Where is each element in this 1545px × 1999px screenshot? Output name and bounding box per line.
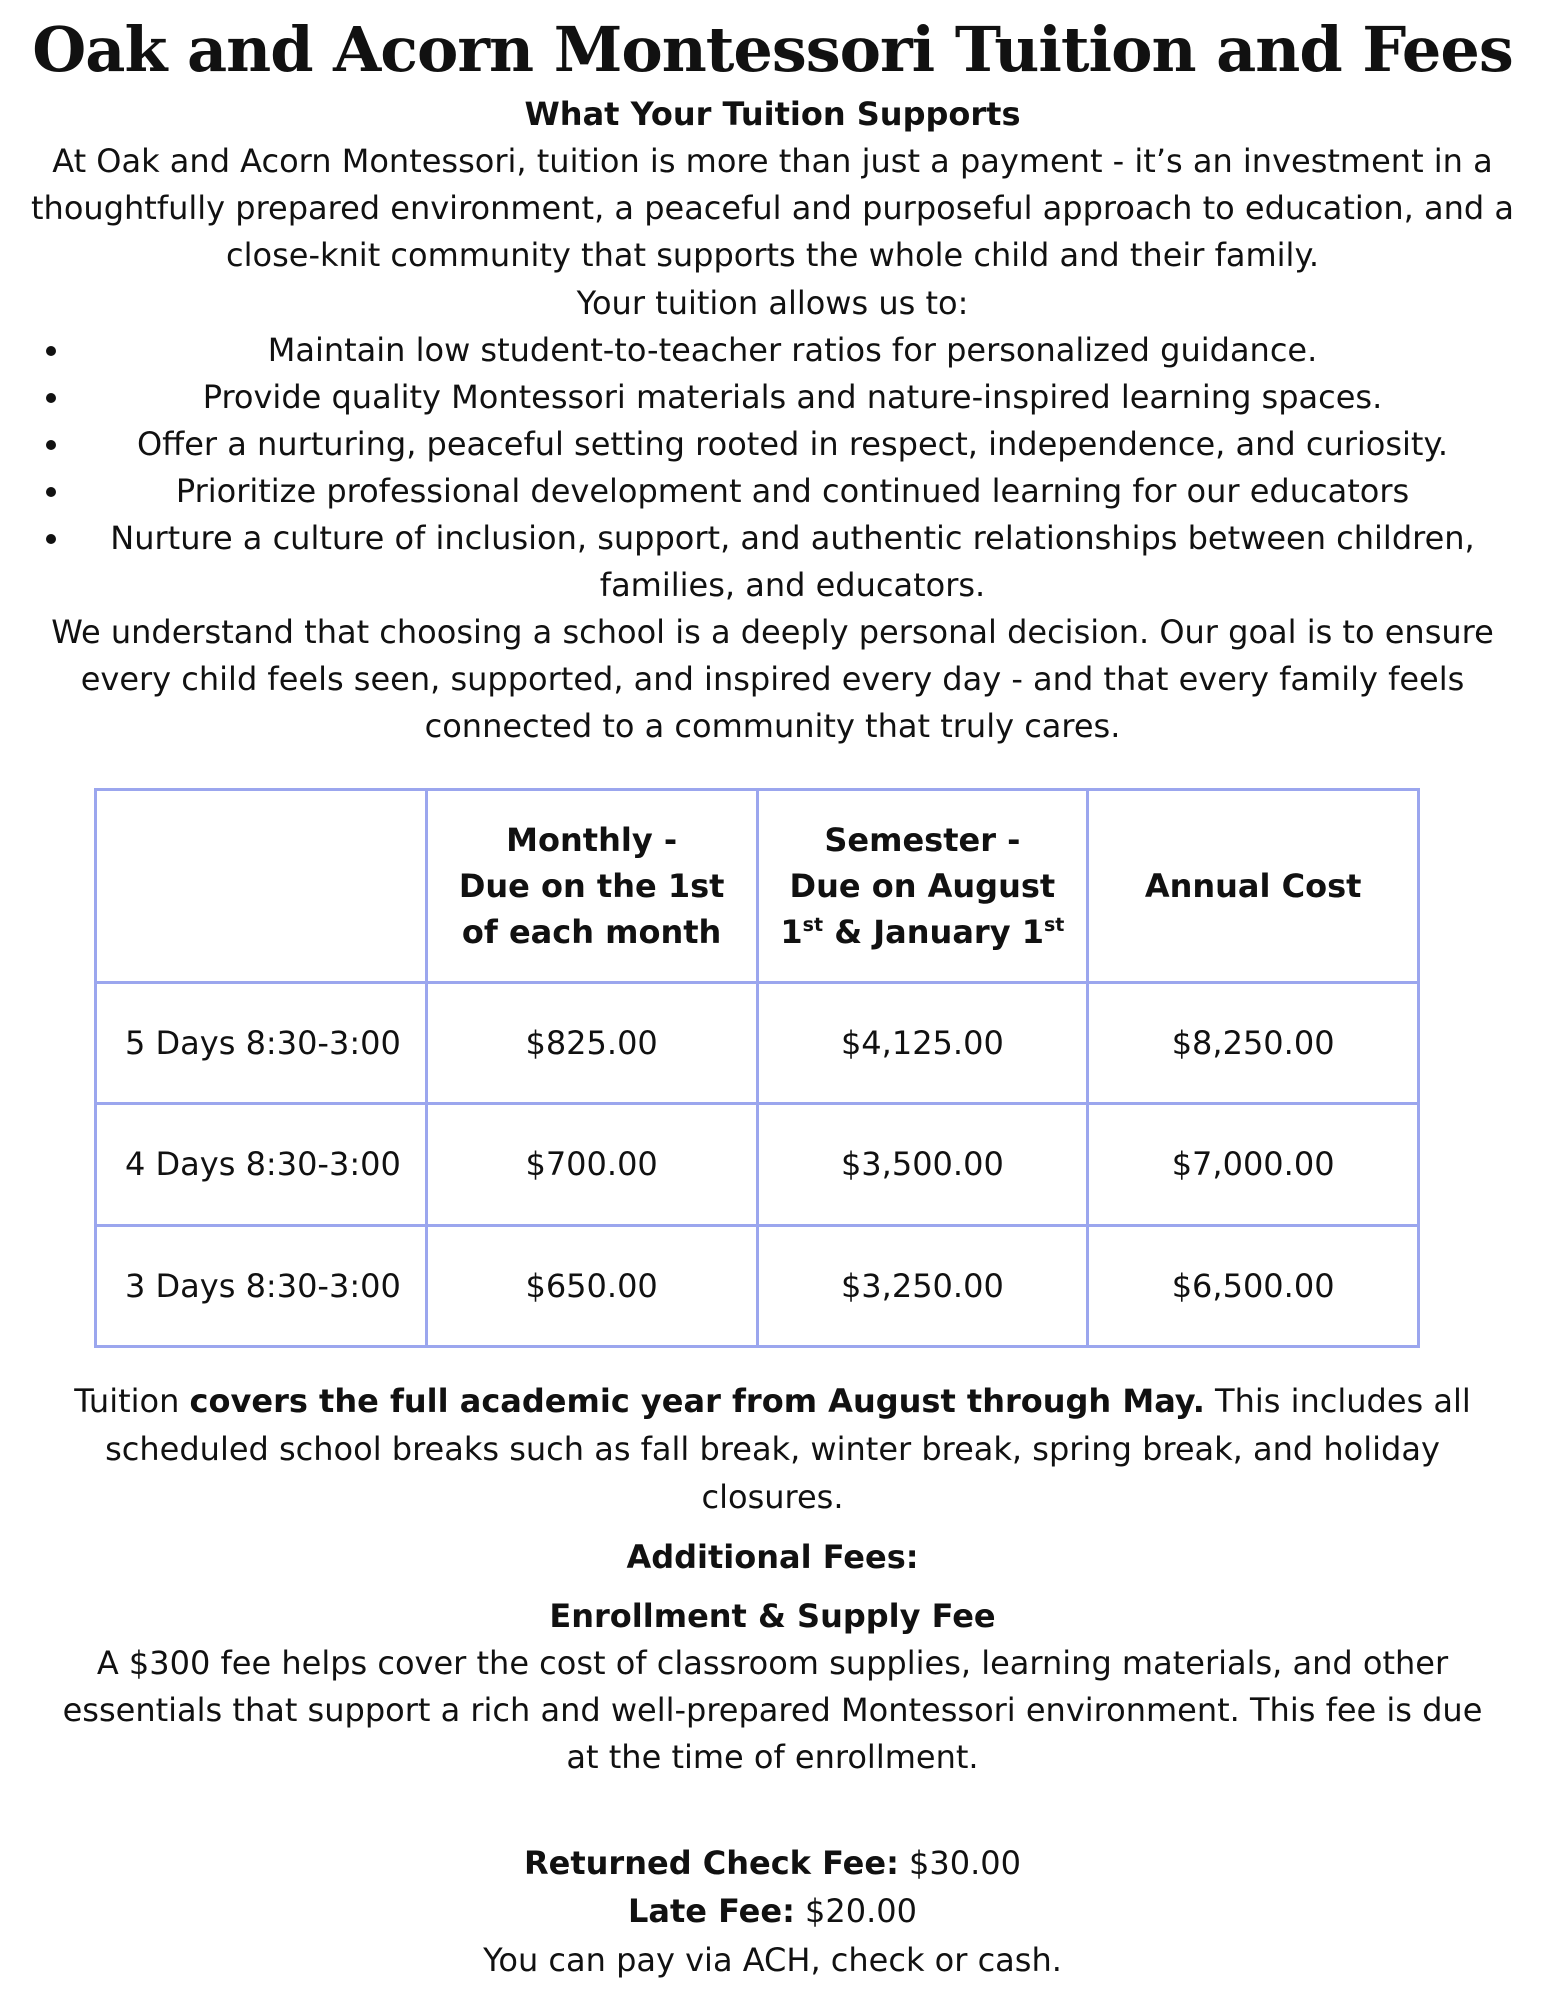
header-semester-line2: Due on August (789, 867, 1056, 905)
row-label: 5 Days 8:30-3:00 (96, 983, 427, 1104)
payment-methods: You can pay via ACH, check or cash. (483, 1941, 1062, 1979)
header-annual: Annual Cost (1088, 790, 1419, 983)
annual-cell: $7,000.00 (1088, 1104, 1419, 1225)
tuition-table (94, 788, 1420, 1348)
semester-cell: $3,500.00 (757, 1104, 1088, 1225)
row-label: 4 Days 8:30-3:00 (96, 1104, 427, 1225)
header-semester-jan-sup: st (1043, 914, 1065, 936)
list-item-text: Nurture a culture of inclusion, support, and authentic relationships between children, families, and educators. (110, 519, 1475, 604)
header-semester-connector: & January 1 (823, 913, 1044, 951)
header-semester-aug-day: 1 (780, 913, 803, 951)
coverage-note (30, 1377, 1515, 1521)
annual-cell: $8,250.00 (1088, 983, 1419, 1104)
returned-check-label: Returned Check Fee: (524, 1844, 899, 1882)
coverage-suffix: This includes all scheduled school breaks such as fall break, winter break, spring break, and holiday closures. (105, 1382, 1471, 1516)
header-semester-aug-sup: st (802, 914, 824, 936)
monthly-cell: $825.00 (426, 983, 757, 1104)
returned-check-value: $30.00 (898, 1844, 1021, 1882)
header-semester-line1: Semester - (824, 821, 1021, 859)
supports-lead: Your tuition allows us to: (576, 284, 969, 322)
returned-check-fee (0, 1840, 1545, 1887)
list-item-text: Maintain low student-to-teacher ratios for personalized guidance. (267, 331, 1318, 369)
list-item (0, 327, 1545, 374)
additional-fees-heading: Additional Fees: (626, 1538, 919, 1576)
semester-cell: $4,125.00 (757, 983, 1088, 1104)
annual-cell: $6,500.00 (1088, 1225, 1419, 1346)
header-monthly (426, 790, 757, 983)
semester-cell: $3,250.00 (757, 1225, 1088, 1346)
list-item (0, 468, 1545, 515)
coverage-prefix: Tuition (74, 1382, 190, 1420)
list-item-text: Offer a nurturing, peaceful setting rooted in respect, independence, and curiosity. (136, 425, 1449, 463)
row-label: 3 Days 8:30-3:00 (96, 1225, 427, 1346)
list-item-text: Provide quality Montessori materials and nature-inspired learning spaces. (202, 378, 1383, 416)
bullet-icon (46, 487, 56, 497)
enrollment-fee-heading: Enrollment & Supply Fee (549, 1597, 996, 1635)
bullet-icon (46, 440, 56, 450)
header-monthly-line2: Due on the 1st of each month (458, 867, 725, 951)
list-item (0, 421, 1545, 468)
monthly-cell: $650.00 (426, 1225, 757, 1346)
list-item (0, 374, 1545, 421)
header-semester (757, 790, 1088, 983)
late-fee-value: $20.00 (794, 1892, 918, 1930)
table-row (96, 1225, 1419, 1346)
table-header-row (96, 790, 1419, 983)
late-fee (0, 1888, 1545, 1935)
supports-closing: We understand that choosing a school is a deeply personal decision. Our goal is to ensure every child feels seen, supported, and inspired every day - and that every family feels connected to a community that truly cares. (51, 613, 1494, 745)
monthly-cell: $700.00 (426, 1104, 757, 1225)
bullet-icon (46, 393, 56, 403)
header-monthly-line1: Monthly - (506, 821, 678, 859)
late-fee-label: Late Fee: (627, 1892, 795, 1930)
supports-heading: What Your Tuition Supports (524, 95, 1021, 133)
table-row (96, 1104, 1419, 1225)
bullet-icon (46, 346, 56, 356)
table-row (96, 983, 1419, 1104)
supports-list (0, 327, 1545, 609)
header-empty-cell (96, 790, 427, 983)
page-title: Oak and Acorn Montessori Tuition and Fees (32, 13, 1513, 86)
bullet-icon (46, 534, 56, 544)
enrollment-fee-text: A $300 fee helps cover the cost of classroom supplies, learning materials, and other essentials that support a rich and well-prepared Montessori environment. This fee is due at the time of enrollment. (62, 1644, 1483, 1776)
coverage-bold: covers the full academic year from August through May. (189, 1382, 1205, 1420)
supports-intro: At Oak and Acorn Montessori, tuition is more than just a payment - it’s an investment in a thoughtfully prepared environment, a peaceful and purposeful approach to education, and a close-knit community that supports the whole child and their family. (31, 142, 1514, 274)
list-item (0, 515, 1545, 609)
list-item-text: Prioritize professional development and continued learning for our educators (175, 472, 1410, 510)
